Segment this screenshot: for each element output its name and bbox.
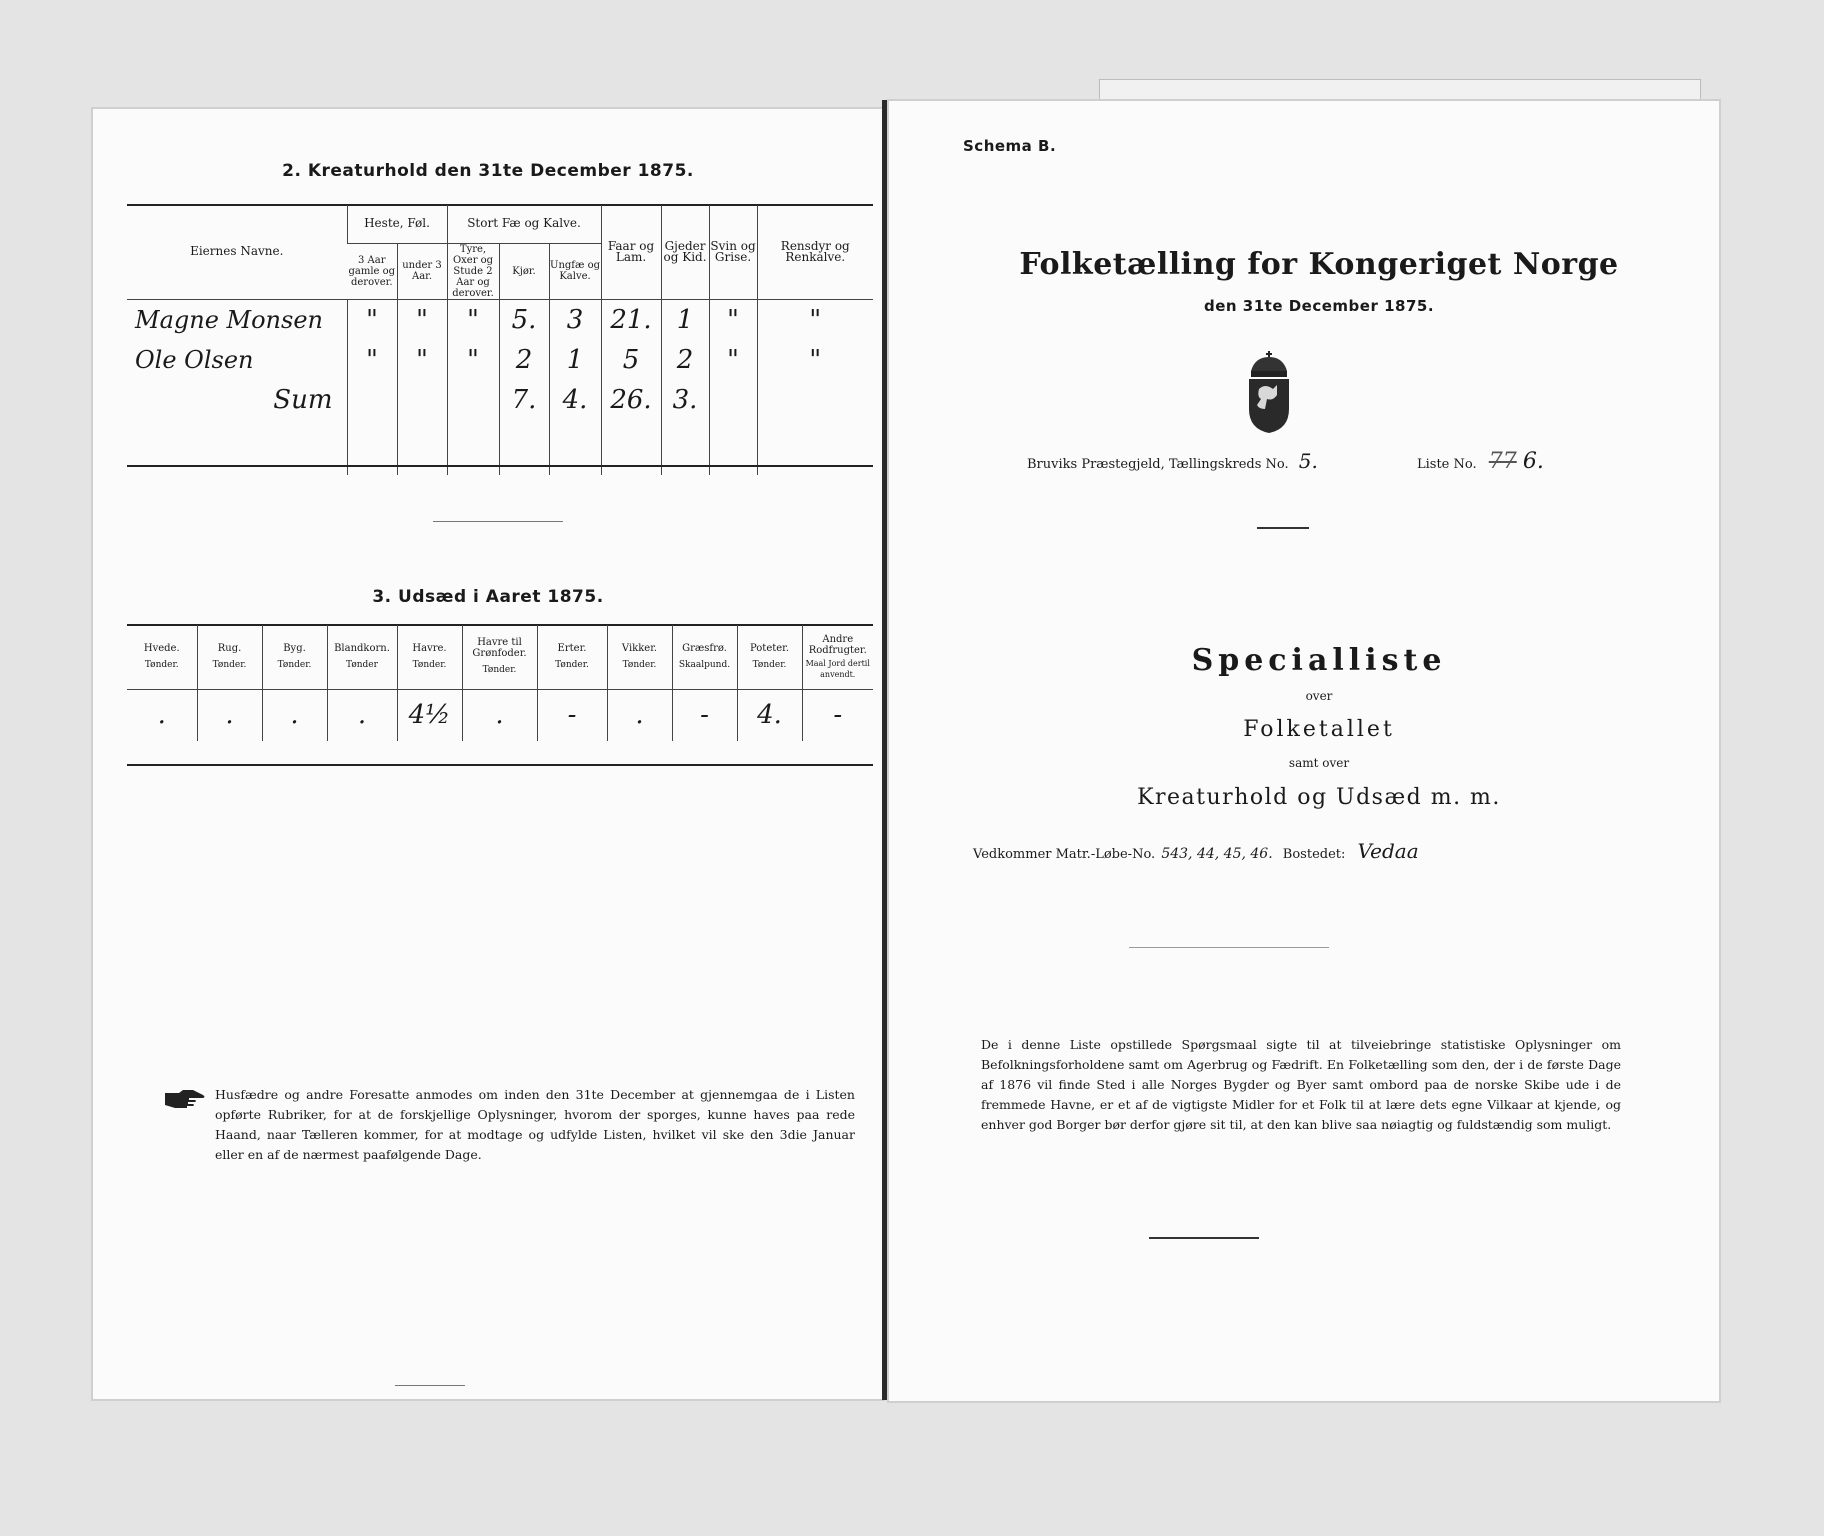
divider xyxy=(395,1385,465,1386)
bostedet-label: Bostedet: xyxy=(1282,847,1346,862)
cell: " xyxy=(447,299,499,340)
cell: 3 xyxy=(549,299,601,340)
notice-text: Husfædre og andre Foresatte anmodes om inden den 31te December at gjennemgaa de i Listen opførte Rubriker, for at de forskjellige Oplysninger, hvorom der sporges, kunne haves paa rede Haand, naar Tælleren kommer, for at modtage og udfylde Listen, hvilket vil ske den 3die Januar eller en af de nærmest paafølgende Dage. xyxy=(215,1087,855,1162)
cell: 5 xyxy=(601,340,661,380)
right-page xyxy=(888,100,1720,1402)
cell: " xyxy=(347,299,397,340)
table-row xyxy=(127,689,873,741)
sheep-header: Faar og Lam. xyxy=(601,205,661,299)
cell: " xyxy=(757,299,873,340)
section2-title: 2. Kreaturhold den 31te December 1875. xyxy=(282,161,694,181)
pointing-hand-icon xyxy=(163,1087,207,1109)
livestock-table xyxy=(127,205,873,475)
main-title: Folketælling for Kongeriget Norge xyxy=(1019,247,1619,282)
cell: " xyxy=(347,340,397,380)
crop-header: Byg. Tønder. xyxy=(262,625,327,689)
cell: 3. xyxy=(661,380,709,420)
census-date: den 31te December 1875. xyxy=(1203,297,1435,315)
cell: 2 xyxy=(661,340,709,380)
crop-header: Erter. Tønder. xyxy=(537,625,607,689)
instruction-paragraph: De i denne Liste opstillede Spørgsmaal sigte til at tilveiebringe statistiske Oplysninger om Befolkningsforholdene samt om Agerbrug og Fædrift. En Folketælling som den, der i de første Dage af 1876 vil finde Sted i alle Norges Bygder og Byer samt ombord paa de norske Skibe ude i de fremmede Havne, er et af de vigtigste Midler for et Folk til at lære dets egne Vilkaar at kjende, og enhver god Borger bør derfor gjøre sit til, at den kan blive saa nøiagtig og fuldstændig som muligt. xyxy=(981,1037,1621,1132)
section3-title: 3. Udsæd i Aaret 1875. xyxy=(372,587,604,607)
cattle-sub2: Kjør. xyxy=(499,243,549,299)
cell xyxy=(397,380,447,420)
crop-header: Vikker. Tønder. xyxy=(607,625,672,689)
reindeer-header: Rensdyr og Renkalve. xyxy=(757,205,873,299)
coat-of-arms-icon xyxy=(1241,349,1297,435)
cattle-sub1: Tyre, Oxer og Stude 2 Aar og derover. xyxy=(447,243,499,299)
cell: - xyxy=(802,689,873,741)
owner-header: Eiernes Navne. xyxy=(127,205,347,299)
district-label: Bruviks Præstegjeld, Tællingskreds No. xyxy=(1027,457,1289,472)
cell: - xyxy=(672,689,737,741)
matr-number: 543, 44, 45, 46. xyxy=(1161,846,1273,862)
folketallet-text: Folketallet xyxy=(1243,717,1395,742)
cell: 7. xyxy=(499,380,549,420)
crop-header: Andre Rodfrugter. Maal Jord dertil anvendt. xyxy=(802,625,873,689)
over-text: over xyxy=(1305,689,1333,703)
horses-header: Heste, Føl. xyxy=(347,205,447,243)
cell: 2 xyxy=(499,340,549,380)
cell: " xyxy=(397,299,447,340)
table-bottom-rule xyxy=(127,465,873,467)
bostedet-value: Vedaa xyxy=(1357,839,1419,863)
samt-over-text: samt over xyxy=(1288,756,1350,770)
cell: 4½ xyxy=(397,689,462,741)
cell: 26. xyxy=(601,380,661,420)
cell xyxy=(347,380,397,420)
cell: 1 xyxy=(661,299,709,340)
crop-header: Hvede. Tønder. xyxy=(127,625,197,689)
cell xyxy=(757,380,873,420)
cell: " xyxy=(397,340,447,380)
table-row xyxy=(127,299,873,340)
cell: . xyxy=(327,689,397,741)
crop-header: Havre. Tønder. xyxy=(397,625,462,689)
cell: . xyxy=(197,689,262,741)
crop-header: Poteter. Tønder. xyxy=(737,625,802,689)
horses-sub1: 3 Aar gamle og derover. xyxy=(347,243,397,299)
cell: 1 xyxy=(549,340,601,380)
crop-header: Havre til Grønfoder. Tønder. xyxy=(462,625,537,689)
matr-line xyxy=(973,839,1419,863)
cell: - xyxy=(537,689,607,741)
cell: 5. xyxy=(499,299,549,340)
cell: 4. xyxy=(549,380,601,420)
divider xyxy=(433,521,563,522)
cell: . xyxy=(462,689,537,741)
divider xyxy=(1149,1237,1259,1239)
cell xyxy=(447,380,499,420)
table-bottom-rule xyxy=(127,764,873,766)
divider xyxy=(1129,947,1329,948)
crop-header: Græsfrø. Skaalpund. xyxy=(672,625,737,689)
district-line xyxy=(1027,449,1318,473)
cell xyxy=(709,380,757,420)
cell: . xyxy=(157,700,166,731)
owner-cell: Ole Olsen xyxy=(135,345,254,374)
pigs-header: Svin og Grise. xyxy=(709,205,757,299)
schema-label: Schema B. xyxy=(963,137,1057,155)
crop-header: Blandkorn. Tønder xyxy=(327,625,397,689)
liste-number: 6. xyxy=(1522,449,1544,474)
crop-header: Rug. Tønder. xyxy=(197,625,262,689)
seed-header-row xyxy=(127,625,873,689)
cell: . xyxy=(262,689,327,741)
cell: " xyxy=(447,340,499,380)
table-row xyxy=(127,340,873,380)
district-number: 5. xyxy=(1298,449,1318,473)
cell: " xyxy=(709,299,757,340)
matr-label: Vedkommer Matr.-Løbe-No. xyxy=(973,847,1156,862)
kreaturhold-text: Kreaturhold og Udsæd m. m. xyxy=(1137,785,1501,810)
goats-header: Gjeder og Kid. xyxy=(661,205,709,299)
liste-line: Liste No. 77 6. xyxy=(1417,449,1544,474)
cattle-header: Stort Fæ og Kalve. xyxy=(447,205,601,243)
specialliste-title: Specialliste xyxy=(1191,643,1447,678)
horses-sub2: under 3 Aar. xyxy=(397,243,447,299)
sum-label: Sum xyxy=(273,384,333,415)
cell: 21. xyxy=(601,299,661,340)
cell: " xyxy=(709,340,757,380)
cell: . xyxy=(607,689,672,741)
cattle-sub3: Ungfæ og Kalve. xyxy=(549,243,601,299)
seed-table xyxy=(127,625,873,741)
cell: 4. xyxy=(737,689,802,741)
left-page xyxy=(92,108,884,1400)
table-row-sum xyxy=(127,380,873,420)
divider xyxy=(1257,527,1309,529)
owner-cell: Magne Monsen xyxy=(135,305,323,334)
cell: " xyxy=(757,340,873,380)
liste-label: Liste No. xyxy=(1417,457,1477,472)
